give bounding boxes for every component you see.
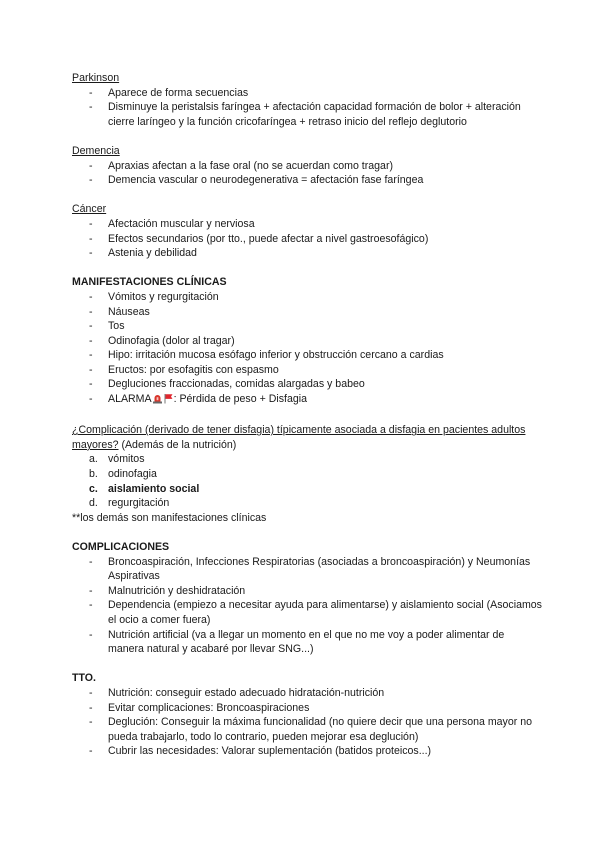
- list-item: - Náuseas: [89, 305, 150, 318]
- list-item: - Nutrición artificial (va a llegar un momento en el que no me voy a poder alimentar de manera natural y acabaré por llevar SNG...): [89, 628, 505, 656]
- list-item: - Efectos secundarios (por tto., puede afectar a nivel gastroesofágico): [89, 232, 429, 245]
- option-item: d. regurgitación: [89, 497, 170, 510]
- red-flag-icon: [163, 393, 174, 409]
- list-item: - Vómitos y regurgitación: [89, 290, 219, 303]
- list-item: - Cubrir las necesidades: Valorar suplementación (batidos proteicos...): [89, 745, 432, 758]
- manifestaciones-title: MANIFESTACIONES CLÍNICAS: [72, 276, 227, 289]
- question: ¿Complicación (derivado de tener disfagia) típicamente asociada a disfagia en pacientes adultos mayores? (Además de la nutrición): [72, 424, 526, 451]
- parkinson-title: Parkinson: [72, 72, 120, 84]
- police-light-icon: [152, 393, 163, 409]
- question-note: **los demás son manifestaciones clínicas: [72, 511, 267, 524]
- list-item: - Afectación muscular y nerviosa: [89, 217, 255, 230]
- list-item: - Broncoaspiración, Infecciones Respiratorias (asociadas a broncoaspiración) y Neumonías Aspirativas: [89, 555, 531, 583]
- cancer-title: Cáncer: [72, 203, 107, 216]
- list-item: - Malnutrición y deshidratación: [89, 584, 246, 597]
- list-item: - Evitar complicaciones: Broncoaspiraciones: [89, 701, 310, 714]
- list-item: - Deglución: Conseguir la máxima funcionalidad (no quiere decir que una persona mayor no pueda trabajarlo, todo lo contrario, pueden mejorar esa deglución): [89, 716, 532, 743]
- list-item: - Hipo: irritación mucosa esófago inferior y obstrucción cercano a cardias: [89, 349, 444, 362]
- list-item: - Degluciones fraccionadas, comidas alargadas y babeo: [89, 378, 365, 391]
- list-item: - Eructos: por esofagitis con espasmo: [89, 363, 279, 376]
- option-item-correct: c. aislamiento social: [89, 482, 200, 495]
- option-item: a. vómitos: [89, 453, 145, 466]
- demencia-title: Demencia: [72, 144, 120, 157]
- list-item: - Dependencia (empiezo a necesitar ayuda para alimentarse) y aislamiento social (Asociamos el ocio a comer fuera): [89, 599, 542, 626]
- list-item: - Nutrición: conseguir estado adecuado hidratación-nutrición: [89, 686, 385, 699]
- option-item: b. odinofagia: [89, 468, 157, 481]
- document-page: [72, 71, 542, 759]
- complicaciones-title: COMPLICACIONES: [72, 541, 170, 553]
- list-item: - Demencia vascular o neurodegenerativa = afectación fase faríngea: [89, 174, 424, 187]
- list-item: - Astenia y debilidad: [89, 247, 197, 260]
- list-item: - Tos: [89, 320, 125, 333]
- list-item: - Aparece de forma secuencias: [89, 86, 249, 99]
- list-item: - Apraxias afectan a la fase oral (no se acuerdan como tragar): [89, 159, 394, 172]
- list-item: - Disminuye la peristalsis faríngea + afectación capacidad formación de bolor + alteración cierre laríngeo y la función cricofaríngea + retraso inicio del reflejo deglutorio: [89, 101, 521, 128]
- tto-title: TTO.: [72, 672, 96, 685]
- alarm-item: - ALARMA : Pérdida de peso + Disfagia: [72, 392, 542, 409]
- list-item: - Odinofagia (dolor al tragar): [89, 334, 235, 347]
